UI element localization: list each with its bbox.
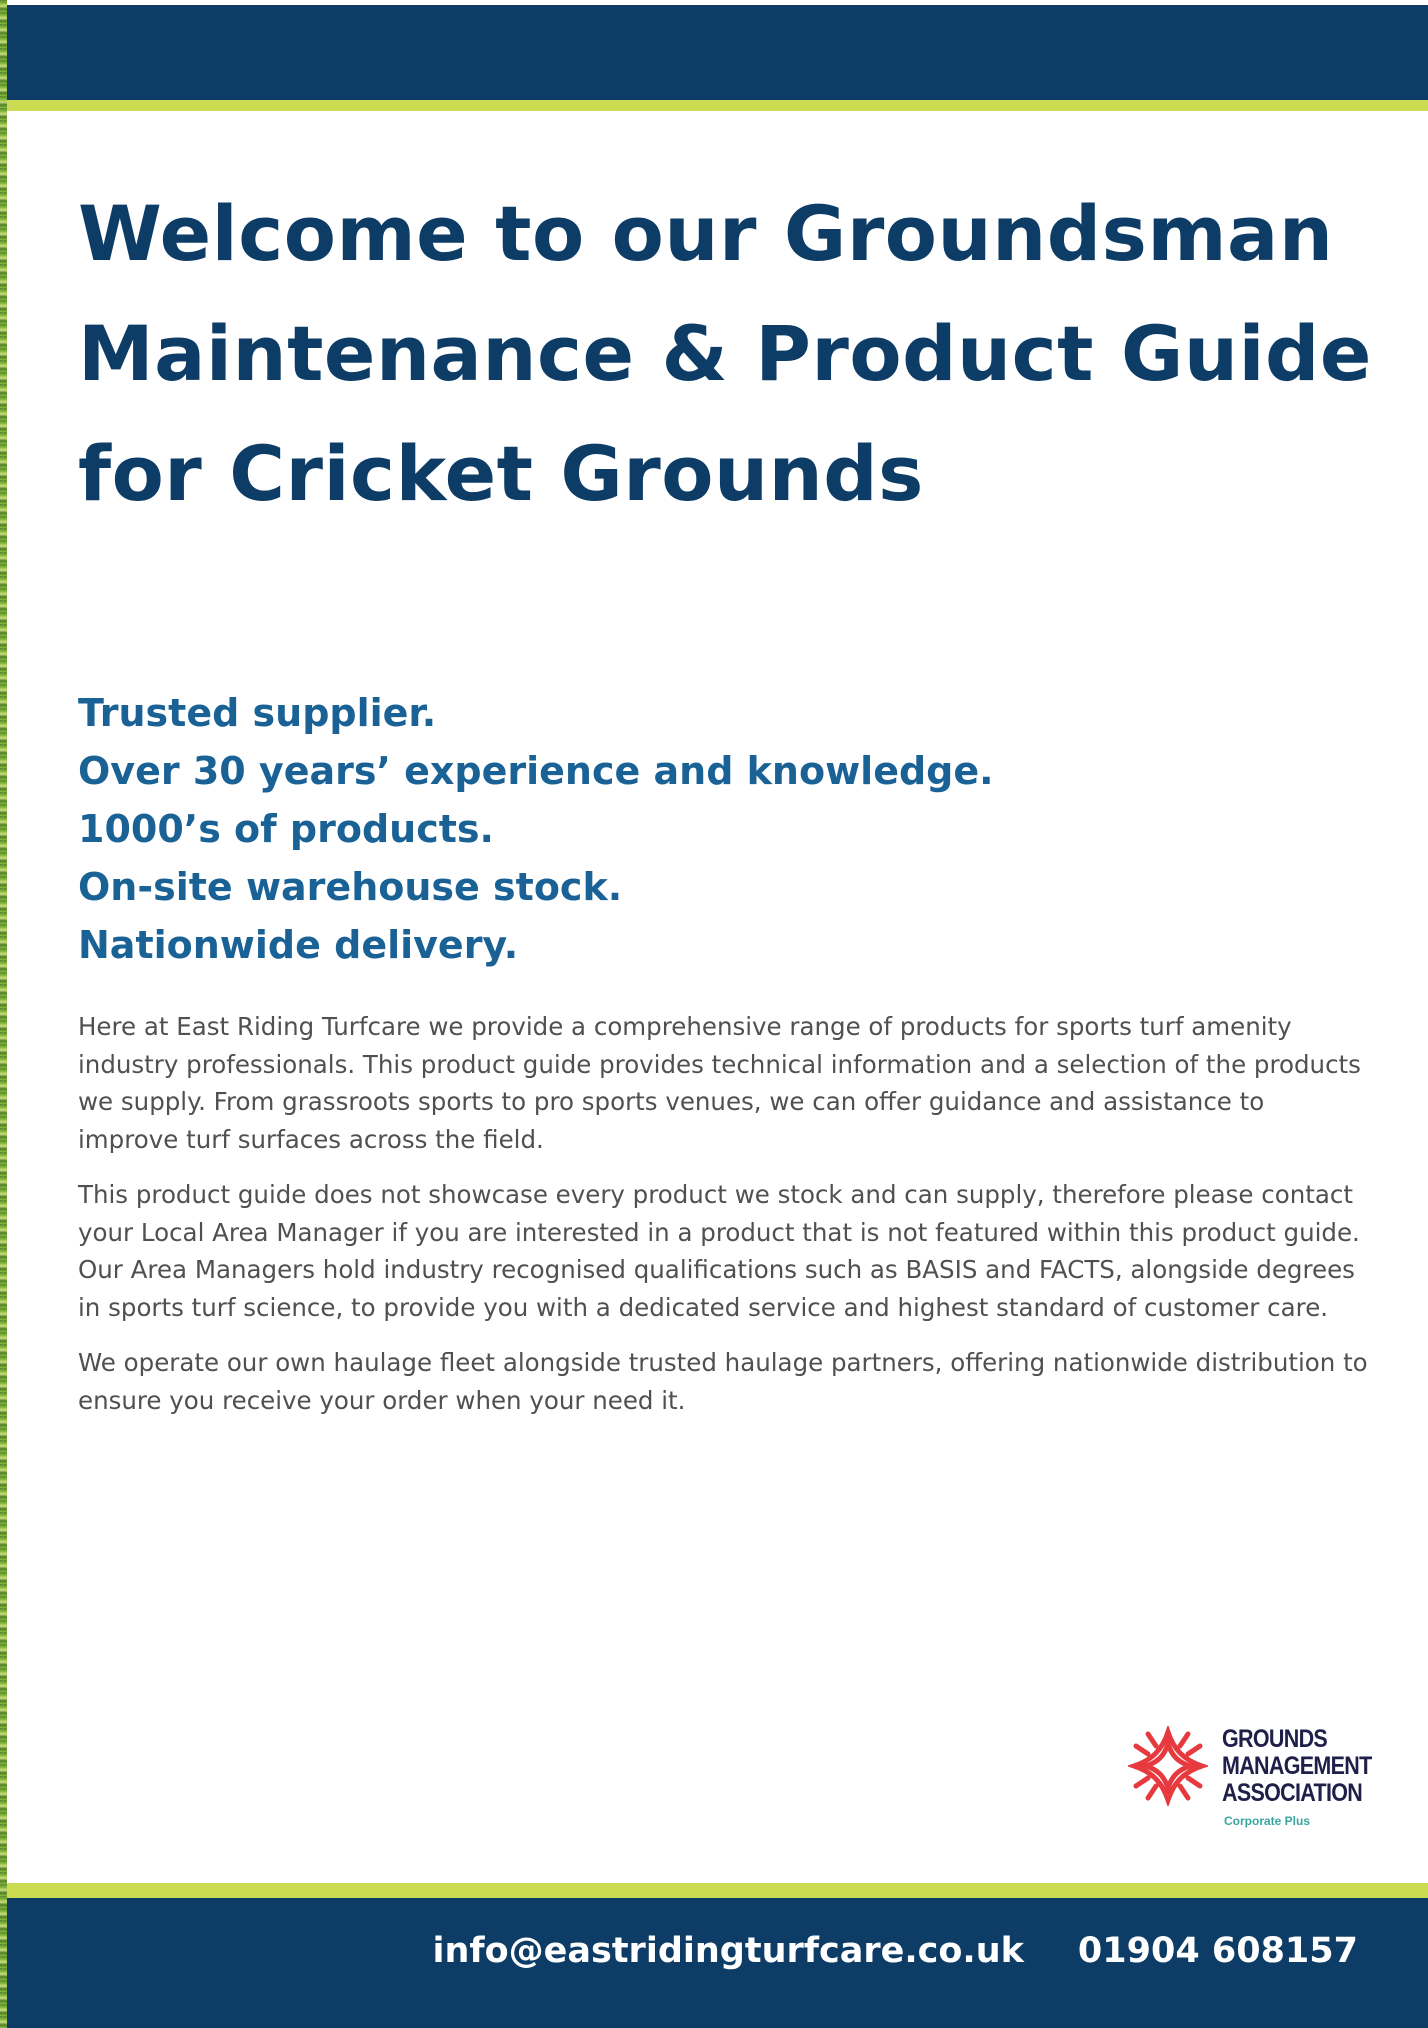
gma-word: GROUNDS [1222, 1725, 1328, 1753]
gma-subtitle: Corporate Plus [1224, 1814, 1311, 1828]
footer-accent-line [7, 1883, 1428, 1898]
email-link[interactable]: info@eastridingturfcare.co.uk [432, 1931, 1024, 1971]
intro-paragraph: This product guide does not showcase every product we stock and can supply, therefore please contact your Local Area Manager if you are interested in a product that is not featured within this product guide. Our Area Managers hold industry recognised qualifications such as BASIS and FACTS, alongside degrees in sports turf science, to provide you with a dedicated service and highest standard of customer care. [78, 1180, 1360, 1322]
grounds-management-association-mark-icon [1128, 1726, 1208, 1806]
gma-logo [1128, 1720, 1373, 1835]
phone-number[interactable]: 01904 608157 [1077, 1931, 1358, 1971]
header-bar [7, 5, 1428, 100]
title-line-3: for Cricket Grounds [78, 429, 924, 518]
title-line-1: Welcome to our Groundsman [78, 189, 1334, 278]
tagline: Over 30 years’ experience and knowledge. [78, 749, 994, 793]
header-accent-line [7, 100, 1428, 111]
gma-word: ASSOCIATION [1222, 1779, 1363, 1807]
tagline: 1000’s of products. [78, 807, 494, 851]
intro-body [78, 1008, 1368, 1437]
tagline: On-site warehouse stock. [78, 865, 623, 909]
footer-contact [432, 1926, 1358, 1976]
intro-paragraph: We operate our own haulage fleet alongside trusted haulage partners, offering nationwide distribution to ensure you receive your order when your need it. [78, 1348, 1368, 1415]
page-title [78, 174, 1378, 534]
intro-paragraph: Here at East Riding Turfcare we provide a comprehensive range of products for sports turf amenity industry professionals. This product guide provides technical information and a selection of the products we supply. From grassroots sports to pro sports venues, we can offer guidance and assistance to improve turf surfaces across the field. [78, 1012, 1361, 1154]
tagline: Nationwide delivery. [78, 923, 519, 967]
gma-word: MANAGEMENT [1222, 1752, 1372, 1780]
left-decorative-strip [0, 0, 7, 2028]
gma-wordmark [1222, 1726, 1372, 1807]
tagline-list [78, 684, 1278, 974]
title-line-2: Maintenance & Product Guide [78, 309, 1372, 398]
tagline: Trusted supplier. [78, 691, 437, 735]
